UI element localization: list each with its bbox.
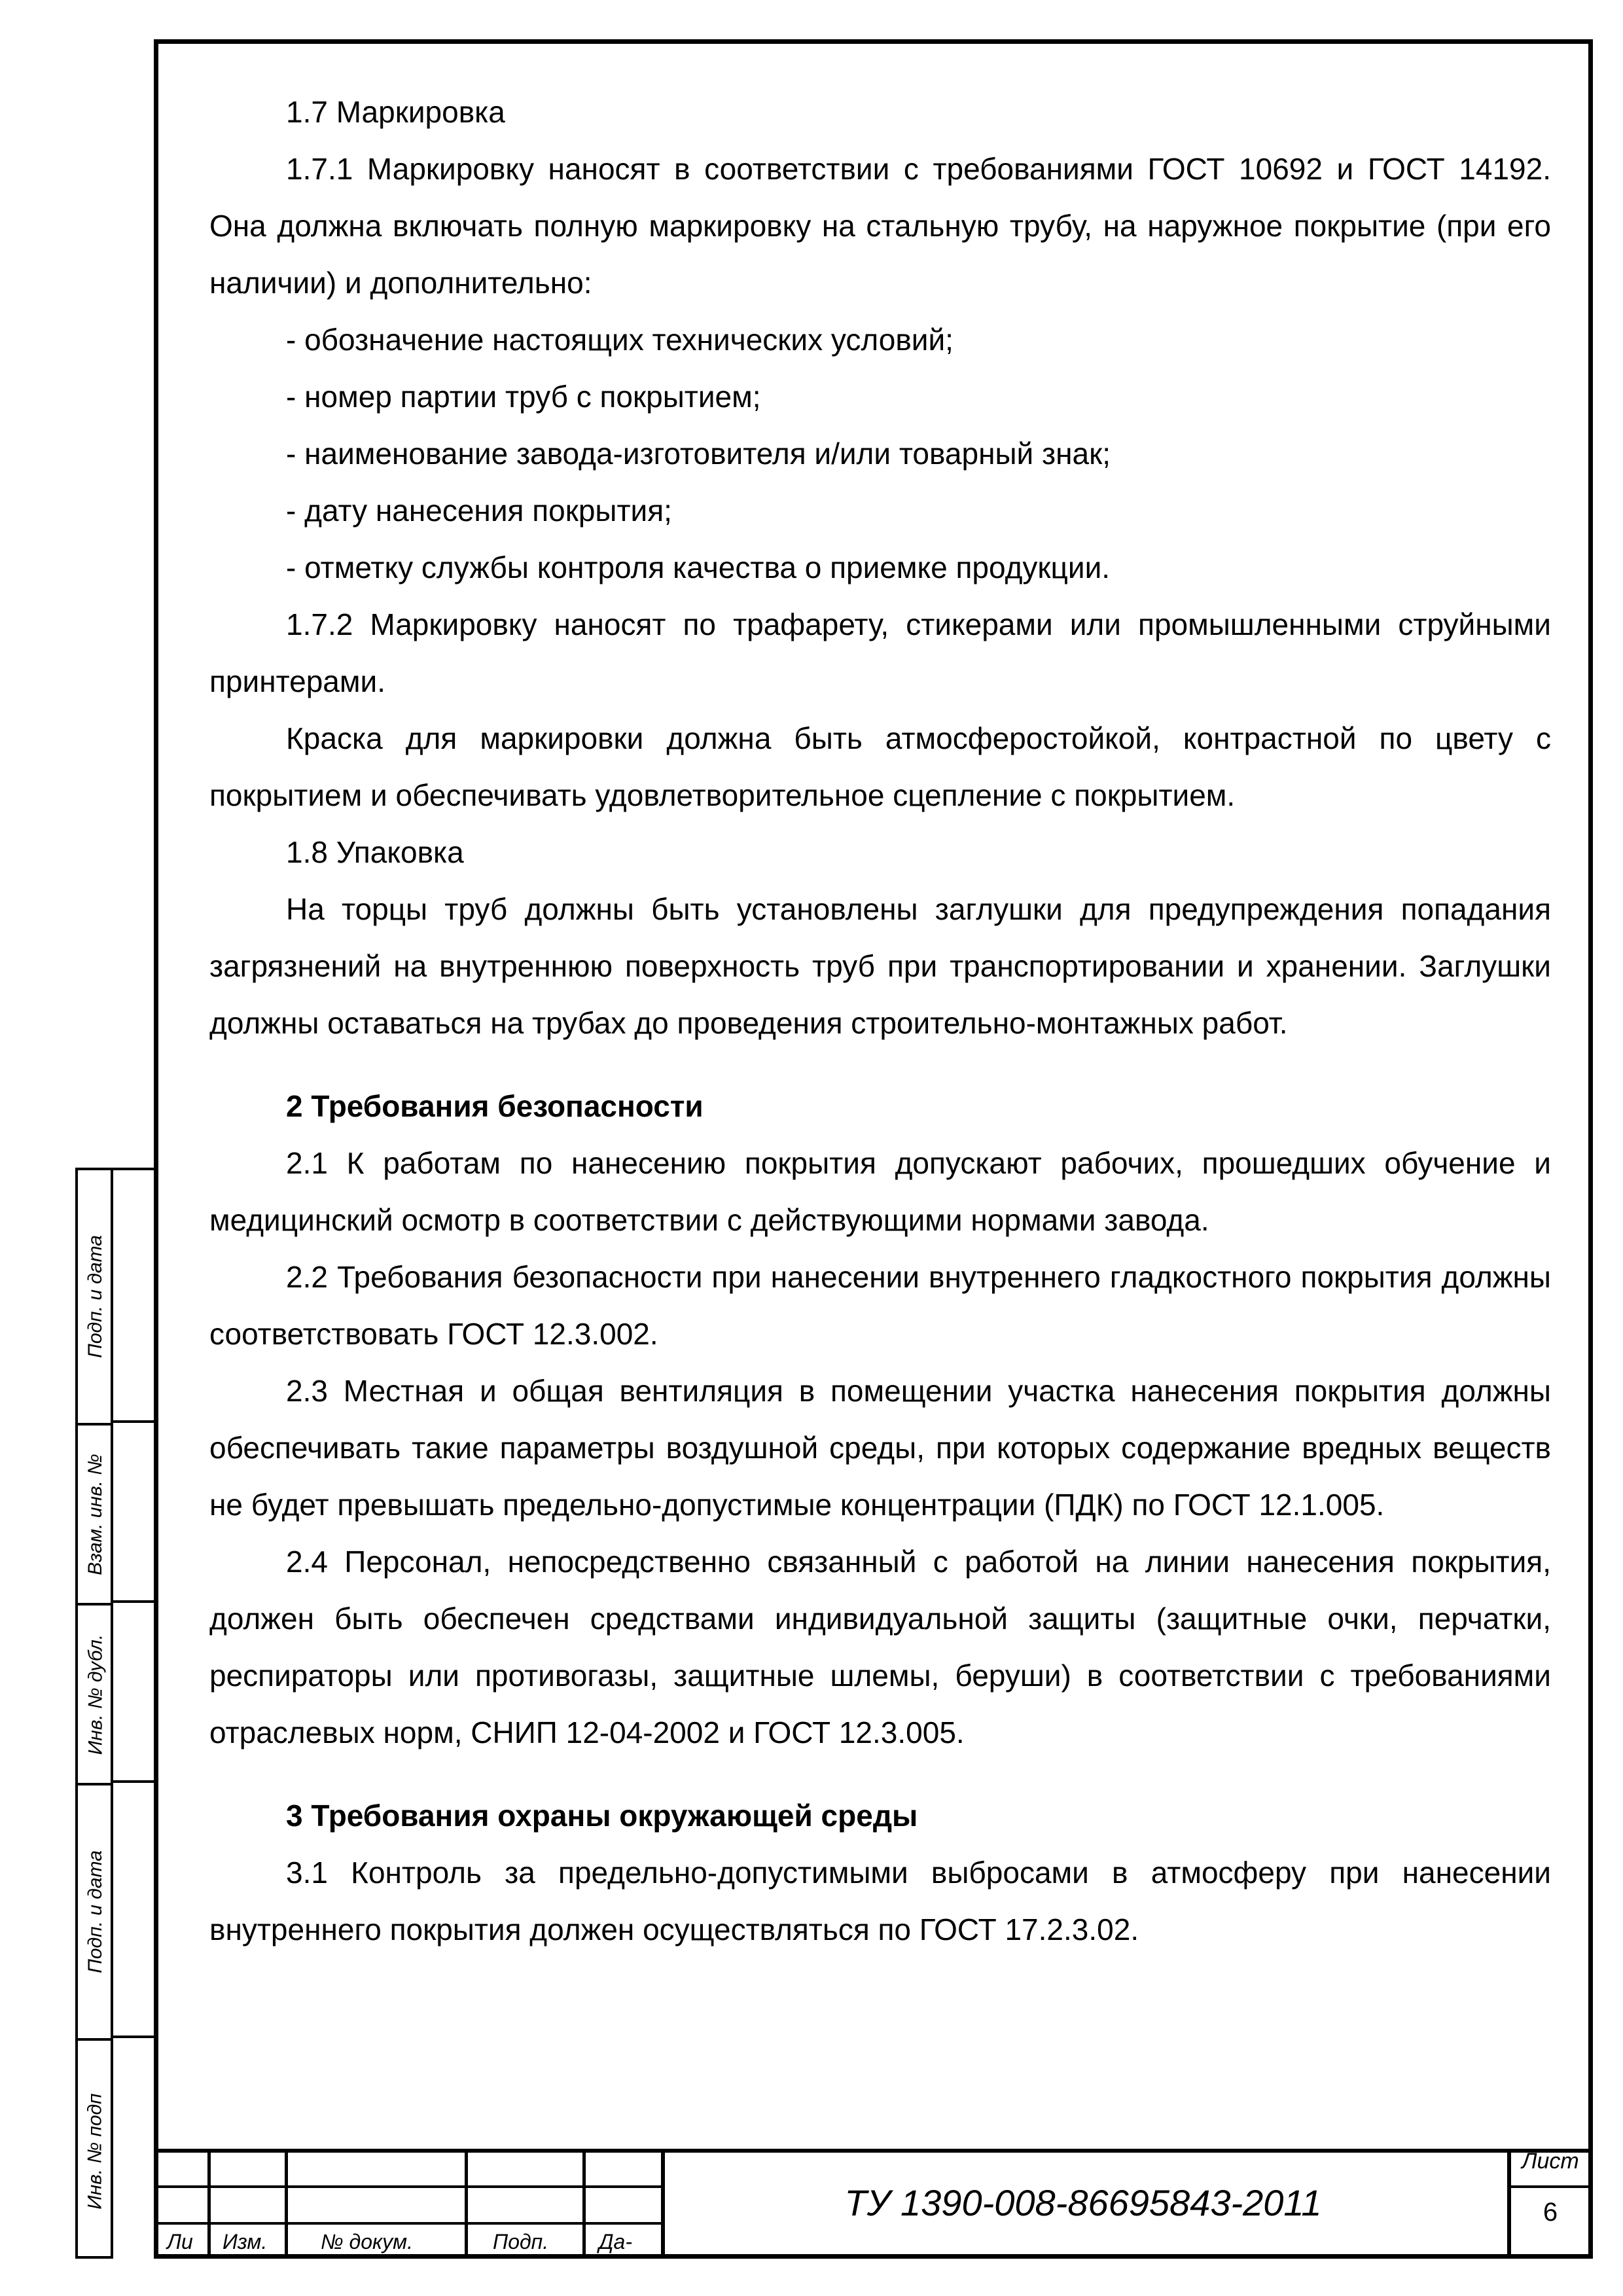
spacer: [209, 1761, 1551, 1787]
paragraph: 2.2 Требования безопасности при нанесении внутреннего гладкостного покрытия должны соответствовать ГОСТ 12.3.002.: [209, 1260, 1551, 1351]
sheet-number: 6: [1543, 2198, 1558, 2227]
document-designation: ТУ 1390-008-86695843-2011: [844, 2182, 1322, 2223]
spacer: [209, 1052, 1551, 1078]
list-item: - наименование завода-изготовителя и/или товарный знак;: [286, 437, 1111, 471]
paragraph: 2.3 Местная и общая вентиляция в помещении участка нанесения покрытия должны обеспечивать такие параметры воздушной среды, при которых содержание вредных веществ не будет превышать предельно-допустимые концентрации (ПДК) по ГОСТ 12.1.005.: [209, 1374, 1551, 1522]
side-label: Инв. № подп: [84, 2092, 107, 2210]
side-cell: [78, 1605, 113, 1785]
paragraph: 1.7.2 Маркировку наносят по трафарету, стикерами или промышленными струйными принтерами.: [209, 607, 1551, 698]
divider: [582, 2149, 586, 2259]
divider: [154, 2149, 1593, 2153]
divider: [111, 1420, 154, 1423]
list-item: - отметку службы контроля качества о приемке продукции.: [286, 550, 1111, 584]
paragraph: Краска для маркировки должна быть атмосферостойкой, контрастной по цвету с покрытием и обеспечивать удовлетворительное сцепление с покрытием.: [209, 721, 1551, 812]
section-heading-2: 2 Требования безопасности: [286, 1089, 704, 1123]
col-izm-label: Изм.: [223, 2230, 268, 2253]
side-label: Подп. и дата: [84, 1235, 106, 1358]
list-item: - дату нанесения покрытия;: [286, 493, 672, 528]
paragraph: На торцы труб должны быть установлены заглушки для предупреждения попадания загрязнений на внутреннюю поверхность труб при транспортировании и хранении. Заглушки должны оставаться на трубах до проведения строительно-монтажных работ.: [209, 892, 1551, 1040]
section-heading-1-7: 1.7 Маркировка: [286, 95, 505, 129]
side-label: Инв. № дубл.: [84, 1634, 106, 1755]
side-cell: [78, 1426, 113, 1605]
paragraph: 2.4 Персонал, непосредственно связанный с работой на линии нанесения покрытия, должен быть обеспечен средствами индивидуальной защиты (защитные очки, перчатки, респираторы или противогазы, защитные шлемы, беруши) в соответствии с требованиями отраслевых норм, СНИП 12-04-2002 и ГОСТ 12.3.005.: [209, 1545, 1551, 1749]
divider: [207, 2149, 211, 2259]
divider: [1507, 2185, 1593, 2188]
list-item: - номер партии труб с покрытием;: [286, 380, 761, 414]
side-stamp: [75, 1168, 154, 2259]
divider: [285, 2149, 288, 2259]
section-heading-1-8: 1.8 Упаковка: [286, 835, 464, 869]
side-stamp-labels: [75, 1168, 111, 2259]
side-label: Взам. инв. №: [84, 1453, 106, 1575]
list-item: - обозначение настоящих технических условий;: [286, 323, 954, 357]
col-podp-label: Подп.: [493, 2230, 549, 2253]
divider: [111, 1600, 154, 1603]
side-cell: [78, 1170, 113, 1426]
side-label: Подп. и дата: [84, 1850, 106, 1973]
divider: [465, 2149, 468, 2259]
section-heading-3: 3 Требования охраны окружающей среды: [286, 1799, 918, 1833]
side-stamp-values: [111, 1168, 154, 2259]
paragraph: 2.1 К работам по нанесению покрытия допускают рабочих, прошедших обучение и медицинский осмотр в соответствии с действующими нормами завода.: [209, 1146, 1551, 1237]
sheet-label: Лист: [1522, 2149, 1579, 2174]
document-body: [209, 84, 1551, 1958]
side-cell: [78, 2041, 113, 2261]
side-cell: [78, 1785, 113, 2041]
col-li-label: Ли: [167, 2230, 193, 2253]
title-block: [154, 2149, 1593, 2259]
paragraph: 1.7.1 Маркировку наносят в соответствии с требованиями ГОСТ 10692 и ГОСТ 14192. Она должна включать полную маркировку на стальную трубу, на наружное покрытие (при его наличии) и дополнительно:: [209, 152, 1551, 300]
col-data-label: Да-: [599, 2230, 632, 2253]
col-doc-label: № докум.: [321, 2230, 413, 2253]
paragraph: 3.1 Контроль за предельно-допустимыми выбросами в атмосферу при нанесении внутреннего покрытия должен осуществляться по ГОСТ 17.2.3.02.: [209, 1856, 1551, 1946]
divider: [111, 2036, 154, 2038]
divider: [111, 1780, 154, 1783]
divider: [1507, 2149, 1511, 2259]
